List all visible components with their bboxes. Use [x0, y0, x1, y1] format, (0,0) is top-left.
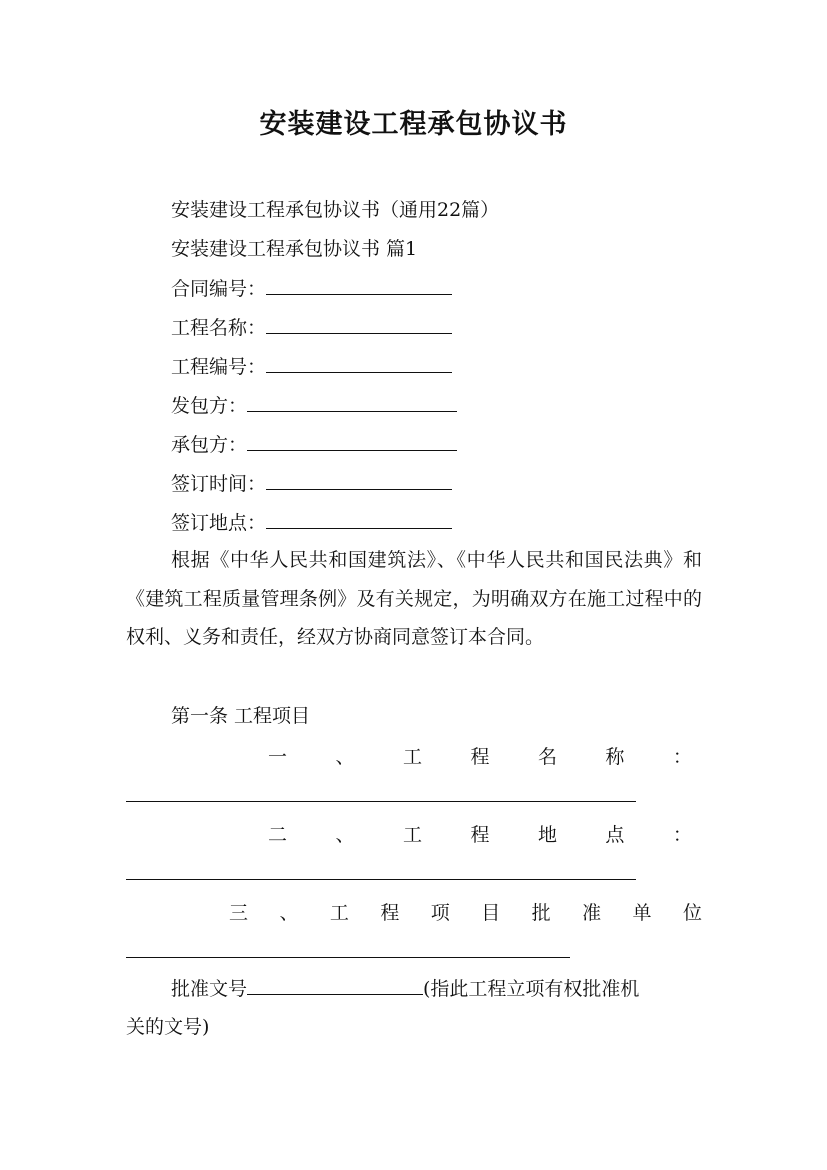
- item-char: 一: [268, 746, 288, 768]
- section-title: 安装建设工程承包协议书 篇1: [171, 238, 418, 260]
- item-char: 项: [430, 902, 450, 924]
- field-label: 发包方：: [171, 395, 248, 417]
- signing-place-blank[interactable]: [266, 510, 452, 529]
- item-2-blank-line[interactable]: [126, 878, 636, 880]
- item-char: 程: [380, 902, 400, 924]
- field-label: 合同编号：: [171, 278, 267, 300]
- project-number-blank[interactable]: [266, 354, 452, 373]
- item-1-project-name: [268, 742, 692, 769]
- item-char: 三: [229, 902, 249, 924]
- item-char: 点: [605, 824, 625, 846]
- field-label: 签订时间：: [171, 473, 267, 495]
- document-title: 安装建设工程承包协议书: [259, 109, 568, 140]
- item-char: 二: [268, 824, 288, 846]
- signing-date-blank[interactable]: [266, 471, 452, 490]
- contractor-blank[interactable]: [247, 432, 457, 451]
- approval-note-continued: 关的文号): [126, 1016, 210, 1038]
- employer-field: [171, 393, 457, 418]
- item-char: 批: [531, 902, 551, 924]
- item-char: 目: [481, 902, 501, 924]
- item-2-project-location: [268, 820, 692, 847]
- contractor-field: [171, 432, 457, 457]
- contract-number-blank[interactable]: [266, 276, 452, 295]
- item-char: 准: [582, 902, 602, 924]
- item-1-blank-line[interactable]: [126, 800, 636, 802]
- item-char: 工: [402, 824, 422, 846]
- document-subtitle: 安装建设工程承包协议书（通用22篇）: [171, 199, 500, 221]
- item-char: 程: [470, 746, 490, 768]
- signing-date-field: [171, 471, 452, 496]
- item-char: 、: [335, 824, 355, 846]
- item-char: 工: [402, 746, 422, 768]
- field-label: 承包方：: [171, 434, 248, 456]
- item-char: 单: [632, 902, 652, 924]
- project-number-field: [171, 354, 452, 379]
- article-1-heading: 第一条 工程项目: [171, 705, 311, 727]
- item-char: 、: [279, 902, 299, 924]
- field-label: 签订地点：: [171, 512, 267, 534]
- item-char: ：: [672, 746, 692, 768]
- project-name-blank[interactable]: [266, 315, 452, 334]
- item-char: 称: [605, 746, 625, 768]
- signing-place-field: [171, 510, 452, 535]
- approval-number-blank[interactable]: [247, 976, 423, 995]
- item-char: ：: [672, 824, 692, 846]
- item-char: 工: [329, 902, 349, 924]
- contract-number-field: [171, 276, 452, 301]
- item-char: 名: [537, 746, 557, 768]
- field-label: 工程名称：: [171, 317, 267, 339]
- employer-blank[interactable]: [247, 393, 457, 412]
- item-char: 地: [537, 824, 557, 846]
- approval-note: (指此工程立项有权批准机: [423, 978, 640, 1000]
- field-label: 工程编号：: [171, 356, 267, 378]
- item-char: 位: [682, 902, 702, 924]
- approval-number-line: [171, 976, 639, 1001]
- approval-label: 批准文号: [171, 978, 248, 1000]
- project-name-field: [171, 315, 452, 340]
- item-3-blank-line[interactable]: [126, 956, 570, 958]
- item-char: 、: [335, 746, 355, 768]
- item-char: 程: [470, 824, 490, 846]
- item-3-approval-unit: [229, 898, 702, 925]
- intro-paragraph: 根据《中华人民共和国建筑法》、《中华人民共和国民法典》和《建筑工程质量管理条例》及有关规定，为明确双方在施工过程中的权利、义务和责任，经双方协商同意签订本合同。: [126, 549, 702, 648]
